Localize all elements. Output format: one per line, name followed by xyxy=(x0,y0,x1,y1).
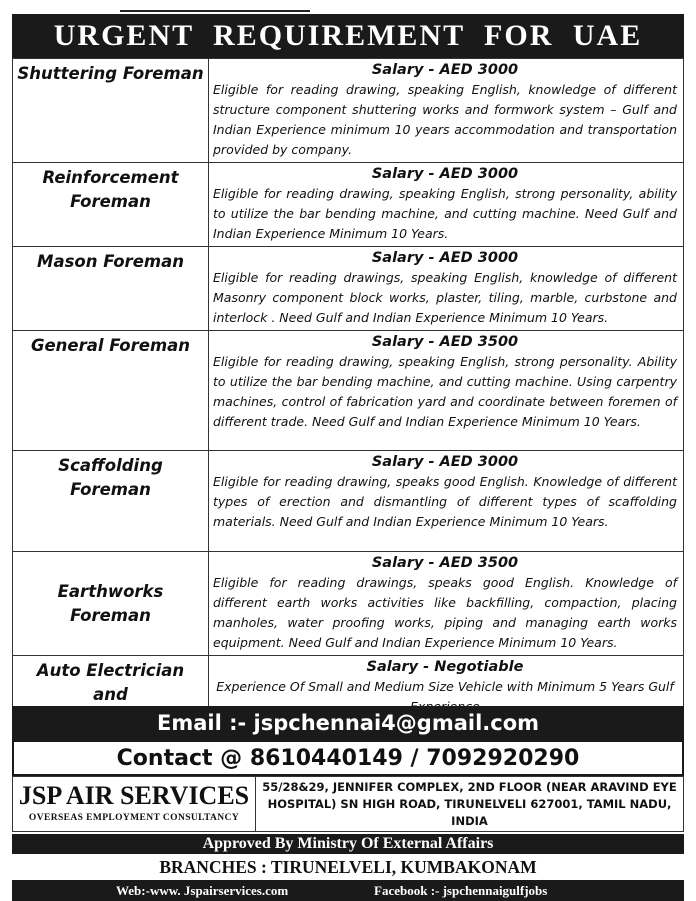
footer-bar xyxy=(12,880,684,901)
salary-label: Salary - AED 3000 xyxy=(371,250,519,266)
job-title-line: Earthworks xyxy=(57,581,164,601)
job-table xyxy=(12,58,684,735)
salary-label: Salary - AED 3500 xyxy=(371,555,519,571)
job-details xyxy=(209,163,684,247)
facebook-link[interactable]: Facebook :- jspchennaigulfjobs xyxy=(374,882,548,898)
job-title-line: Foreman xyxy=(70,192,151,211)
job-details xyxy=(209,451,684,552)
website-link[interactable]: Web:-www. Jspairservices.com xyxy=(116,882,289,898)
job-description: Experience Of Small and Medium Size Vehicle with Minimum 5 Years Gulf xyxy=(216,679,674,694)
email-text[interactable]: Email :- jspchennai4@gmail.com xyxy=(157,711,539,735)
job-row-general-foreman xyxy=(13,331,684,451)
job-details xyxy=(209,59,684,163)
job-title-line: Reinforcement xyxy=(42,168,179,187)
job-row-mason-foreman xyxy=(13,247,684,331)
job-row-scaffolding-foreman xyxy=(13,451,684,552)
phone-text[interactable]: Contact @ 8610440149 / 7092920290 xyxy=(116,745,580,771)
approval-text: Approved By Ministry Of External Affairs xyxy=(202,835,494,852)
job-details xyxy=(209,247,684,331)
email-banner xyxy=(12,706,684,740)
company-logo-box xyxy=(12,776,256,832)
job-description: Eligible for reading drawing, speaking English, strong personality. Ability to utilize the bar bending machine, and cutting machine. Using carpentry machines, control of fabrication yard and coordinate between foremen of different trade. Need Gulf and Indian Experience Minimum 10 Years. xyxy=(213,354,677,429)
job-title-line: Auto Electrician and xyxy=(36,661,185,704)
branches-line: BRANCHES : TIRUNELVELI, KUMBAKONAM xyxy=(159,857,537,877)
job-title xyxy=(13,331,209,451)
company-address: 55/28&29, JENNIFER COMPLEX, 2ND FLOOR (NEAR ARAVIND EYE HOSPITAL) SN HIGH ROAD, TIRUNELVELI 627001, TAMIL NADU, INDIA xyxy=(256,776,684,832)
job-description: Eligible for reading drawing, speaking English, strong personality, ability to utilize the bar bending machine, and cutting machine. Need Gulf and Indian Experience Minimum 10 Years. xyxy=(213,186,677,241)
job-details xyxy=(209,331,684,451)
company-name: JSP AIR SERVICES xyxy=(18,781,250,810)
salary-label: Salary - AED 3000 xyxy=(371,454,519,470)
job-description: Eligible for reading drawings, speaking English, knowledge of different Masonry component block works, plaster, tiling, marble, curbstone and interlock . Need Gulf and Indian Experience Minimum 10 Years. xyxy=(213,270,677,325)
approval-banner xyxy=(12,834,684,854)
job-description: Eligible for reading drawing, speaks good English. Knowledge of different types of erection and dismantling of different types of scaffolding materials. Need Gulf and Indian Experience Minimum 10 Years. xyxy=(213,474,677,529)
job-title-line: General Foreman xyxy=(30,336,191,355)
job-details xyxy=(209,552,684,656)
phone-banner xyxy=(12,740,684,776)
salary-label: Salary - AED 3500 xyxy=(371,334,519,350)
job-row-reinforcement-foreman xyxy=(13,163,684,247)
page-title: URGENT REQUIREMENT FOR UAE xyxy=(12,14,684,58)
job-title-line: Shuttering Foreman xyxy=(17,64,204,83)
job-title-line: Scaffolding Foreman xyxy=(58,456,163,499)
salary-label: Salary - Negotiable xyxy=(366,659,524,675)
salary-label: Salary - AED 3000 xyxy=(371,166,519,182)
job-description: Eligible for reading drawings, speaks good English. Knowledge of different earth works activities like backfilling, compaction, placing manholes, water proofing works, piping and managing earth works equipment. Need Gulf and Indian Experience Minimum 10 Years. xyxy=(213,575,677,650)
company-subtitle: OVERSEAS EMPLOYMENT CONSULTANCY xyxy=(28,813,240,823)
job-title-line: Mason Foreman xyxy=(37,252,184,271)
job-title xyxy=(13,552,209,656)
job-description: Eligible for reading drawing, speaking English, knowledge of different structure component shuttering works and formwork system – Gulf and Indian Experience minimum 10 years accommodation and transportation provided by company. xyxy=(213,82,677,157)
job-advertisement xyxy=(12,0,684,901)
job-title xyxy=(13,59,209,163)
job-title xyxy=(13,247,209,331)
job-title xyxy=(13,163,209,247)
salary-label: Salary - AED 3000 xyxy=(371,62,519,78)
job-title-line: Foreman xyxy=(70,605,151,625)
job-row-earthworks-foreman xyxy=(13,552,684,656)
top-rule xyxy=(120,10,310,12)
job-row-shuttering-foreman xyxy=(13,59,684,163)
job-title xyxy=(13,451,209,552)
